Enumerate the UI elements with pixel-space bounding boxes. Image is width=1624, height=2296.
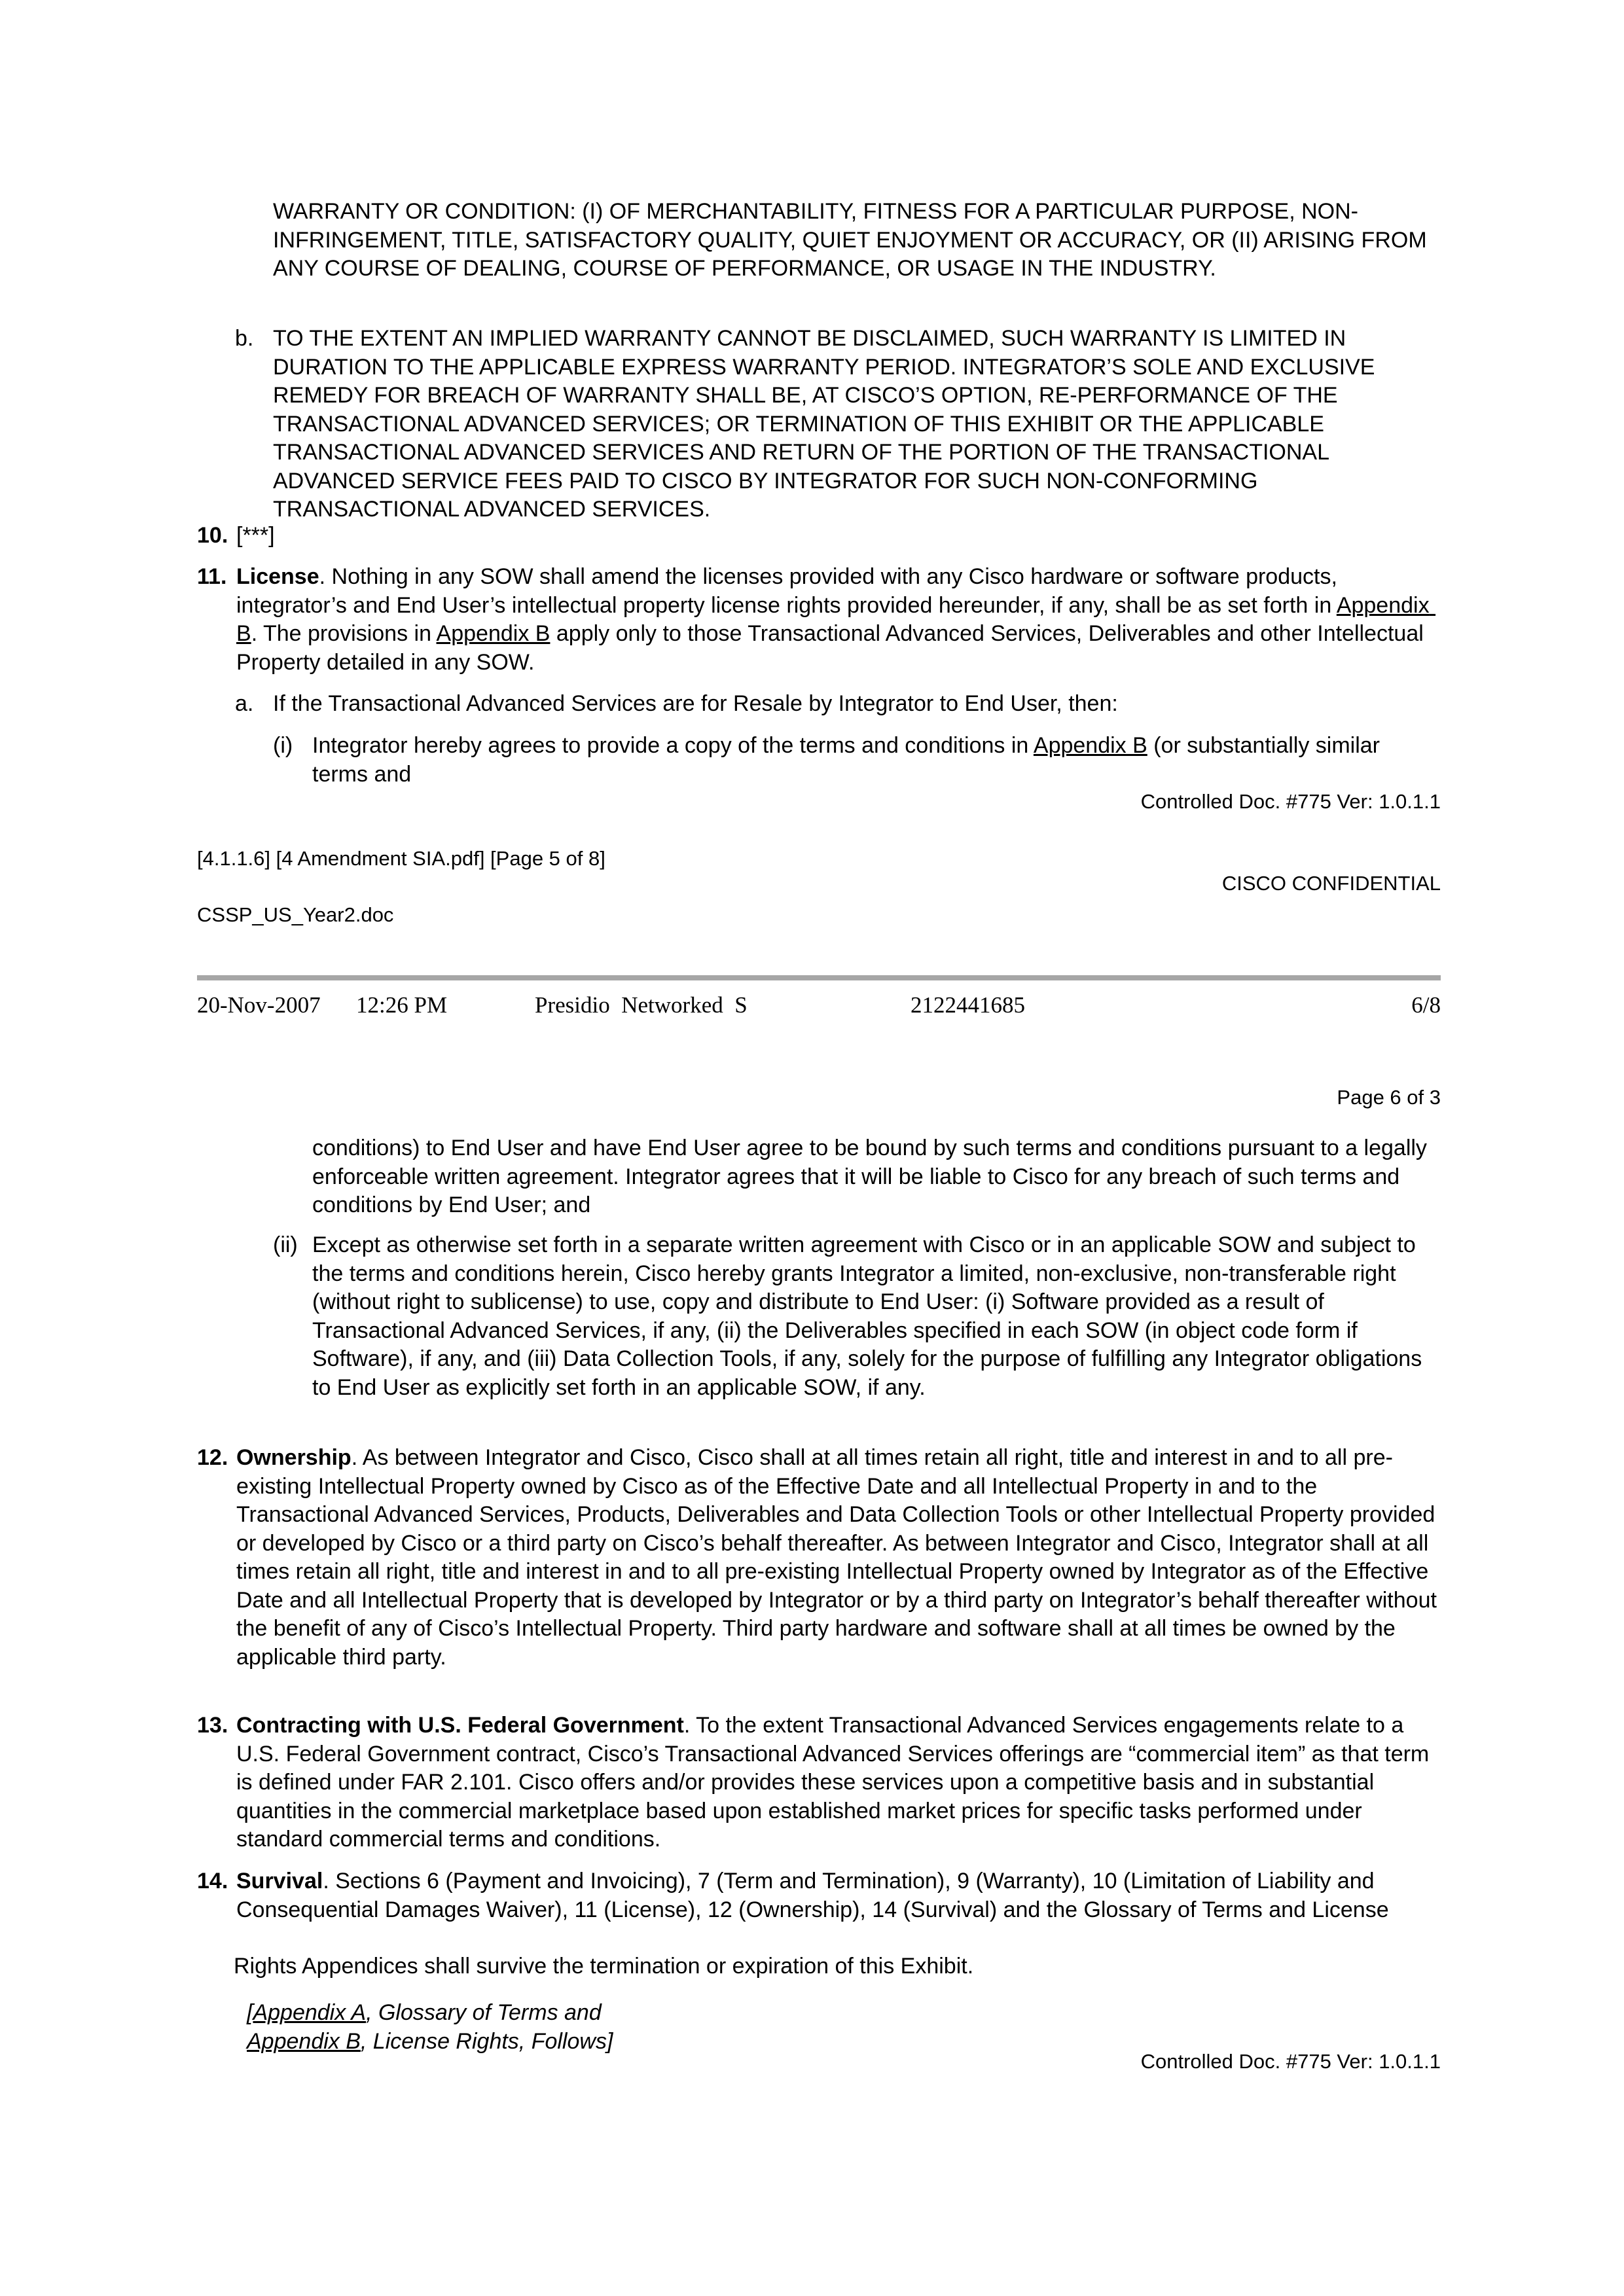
clause-ii-label: (ii): [273, 1232, 298, 1257]
clause-i-text-b: (or substantially similar terms and: [312, 733, 1386, 787]
section-13-number: 13.: [197, 1713, 228, 1738]
section-14-number: 14.: [197, 1869, 228, 1893]
section-13-text: . To the extent Transactional Advanced Services engagements relate to a U.S. Federal Government contract, Cisco’s Transactional Advanced Services offerings are “commercial item” as that term is defined under FAR 2.101. Cisco offers and/or provides these services upon a competitive basis and in substantial quantities in the commercial marketplace based upon established market prices for specific tasks performed under standard commercial terms and conditions.: [236, 1713, 1435, 1852]
clause-i-text-a: Integrator hereby agrees to provide a copy of the terms and conditions in: [312, 733, 1034, 758]
clause-ii: [273, 1231, 1441, 1402]
section-14: [197, 1867, 1441, 1924]
section-10: [197, 522, 1441, 550]
section-13: [197, 1712, 1441, 1854]
confidential-label: CISCO CONFIDENTIAL: [1221, 872, 1441, 895]
controlled-doc-label: Controlled Doc. #775 Ver: 1.0.1.1: [1140, 790, 1441, 813]
clause-b-label: b.: [235, 326, 254, 351]
appendix-b-link[interactable]: Appendix B: [436, 621, 550, 646]
clause-a-text: If the Transactional Advanced Services are for Resale by Integrator to End User, then:: [273, 691, 1118, 716]
section-12-text: . As between Integrator and Cisco, Cisco shall at all times retain all right, title and interest in and to all pre-existing Intellectual Property owned by Cisco as of the Effective Date and all Intellectual Property in and to the Transactional Advanced Services, Products, Deliverables and Data Collection Tools or other Intellectual Property provided or developed by Cisco or a third party on Cisco’s behalf thereafter. As between Integrator and Cisco, Integrator shall at all times retain all right, title and interest in and to all pre-existing Intellectual Property owned by Integrator as of the Effective Date and all Intellectual Property that is developed by Integrator or by a third party on Integrator’s behalf thereafter without the benefit of any of Cisco’s Intellectual Property. Third party hardware and software shall at all times be owned by the applicable third party.: [236, 1445, 1443, 1670]
appendix-note-text-2: , License Rights, Follows]: [360, 2028, 613, 2054]
fax-date: 20-Nov-2007: [197, 992, 321, 1018]
clause-i-continuation: [312, 1134, 1441, 1220]
appendix-b-link[interactable]: Appendix B: [236, 592, 1436, 646]
appendix-a-link[interactable]: Appendix A: [253, 2000, 367, 2025]
section-14-body: [236, 1867, 1441, 1924]
section-11-text-b: . The provisions in: [251, 621, 437, 646]
section-11-title: License: [236, 564, 319, 589]
clause-i-text: [312, 732, 1441, 789]
section-11: [197, 563, 1441, 677]
appendix-note-text-1: , Glossary of Terms and: [366, 2000, 602, 2025]
section-14-text: . Sections 6 (Payment and Invoicing), 7 (Term and Termination), 9 (Warranty), 10 (Limitation of Liability and Consequential Damages Waiver), 11 (License), 12 (Ownership), 14 (Survival) and the Glossary of Terms and License: [236, 1869, 1389, 1922]
clause-a: [235, 690, 1441, 719]
section-11-number: 11.: [197, 564, 227, 589]
section-11-text-c: apply only to those Transactional Advanced Services, Deliverables and other Intellectual Property detailed in any SOW.: [236, 621, 1430, 675]
section-10-number: 10.: [197, 523, 228, 548]
section-13-title: Contracting with U.S. Federal Government: [236, 1713, 684, 1738]
appendix-b-link[interactable]: Appendix B: [1033, 733, 1147, 758]
section-12: [197, 1444, 1441, 1672]
appendix-note: [247, 1999, 901, 2056]
section-11-body: [236, 563, 1441, 677]
clause-ii-text: Except as otherwise set forth in a separate written agreement with Cisco or in an applicable SOW and subject to the terms and conditions herein, Cisco hereby grants Integrator a limited, non-exclusive, non-transferable right (without right to sublicense) to use, copy and distribute to End User: (i) Software provided as a result of Transactional Advanced Services, if any, (ii) the Deliverables specified in each SOW (in object code form if Software), if any, and (iii) Data Collection Tools, if any, solely for the purpose of fulfilling any Integrator obligations to End User as explicitly set forth in an applicable SOW, if any.: [312, 1232, 1428, 1400]
section-12-title: Ownership: [236, 1445, 352, 1470]
fax-header-rule: [197, 975, 1441, 980]
clause-a-label: a.: [235, 691, 254, 716]
fax-time: 12:26 PM: [356, 992, 448, 1018]
controlled-doc-label-bottom: Controlled Doc. #775 Ver: 1.0.1.1: [1140, 2050, 1441, 2073]
footer-reference: [4.1.1.6] [4 Amendment SIA.pdf] [Page 5 of 8]: [197, 847, 605, 870]
appendix-note-line-2: [247, 2028, 901, 2056]
clause-i-label: (i): [273, 733, 293, 758]
fax-sender: Presidio Networked S: [535, 992, 748, 1018]
page-label: Page 6 of 3: [1337, 1086, 1441, 1109]
appendix-note-line-1: [247, 1999, 901, 2028]
section-14-continuation: Rights Appendices shall survive the termination or expiration of this Exhibit.: [234, 1954, 974, 1979]
clause-b-text: TO THE EXTENT AN IMPLIED WARRANTY CANNOT BE DISCLAIMED, SUCH WARRANTY IS LIMITED IN DURATION TO THE APPLICABLE EXPRESS WARRANTY PERIOD. INTEGRATOR’S SOLE AND EXCLUSIVE REMEDY FOR BREACH OF WARRANTY SHALL BE, AT CISCO’S OPTION, RE-PERFORMANCE OF THE TRANSACTIONAL ADVANCED SERVICES; OR TERMINATION OF THIS EXHIBIT OR THE APPLICABLE TRANSACTIONAL ADVANCED SERVICES AND RETURN OF THE PORTION OF THE TRANSACTIONAL ADVANCED SERVICE FEES PAID TO CISCO BY INTEGRATOR FOR SUCH NON-CONFORMING TRANSACTIONAL ADVANCED SERVICES.: [273, 326, 1381, 522]
warranty-continuation: [273, 198, 1438, 283]
clause-i-continuation-text: conditions) to End User and have End User agree to be bound by such terms and conditions pursuant to a legally enforceable written agreement. Integrator agrees that it will be liable to Cisco for any breach of such terms and conditions by End User; and: [312, 1136, 1427, 1217]
section-13-body: [236, 1712, 1441, 1854]
section-12-number: 12.: [197, 1445, 228, 1470]
clause-i: [273, 732, 1441, 789]
section-11-text-a: . Nothing in any SOW shall amend the licenses provided with any Cisco hardware or software products, integrator’s and End User’s intellectual property license rights provided hereunder, if any, shall be as set forth in: [236, 564, 1344, 618]
section-12-body: [236, 1444, 1441, 1672]
fax-page-number: 6/8: [1411, 992, 1441, 1018]
section-10-text: [***]: [236, 523, 275, 548]
warranty-continuation-text: WARRANTY OR CONDITION: (I) OF MERCHANTABILITY, FITNESS FOR A PARTICULAR PURPOSE, NON-INFRINGEMENT, TITLE, SATISFACTORY QUALITY, QUIET ENJOYMENT OR ACCURACY, OR (II) ARISING FROM ANY COURSE OF DEALING, COURSE OF PERFORMANCE, OR USAGE IN THE INDUSTRY.: [273, 199, 1427, 281]
fax-phone: 2122441685: [911, 992, 1025, 1018]
appendix-note-bracket: [: [247, 2000, 253, 2025]
appendix-b-link[interactable]: Appendix B: [247, 2028, 361, 2054]
section-14-title: Survival: [236, 1869, 323, 1893]
footer-filename: CSSP_US_Year2.doc: [197, 903, 394, 926]
clause-b: [235, 325, 1441, 524]
